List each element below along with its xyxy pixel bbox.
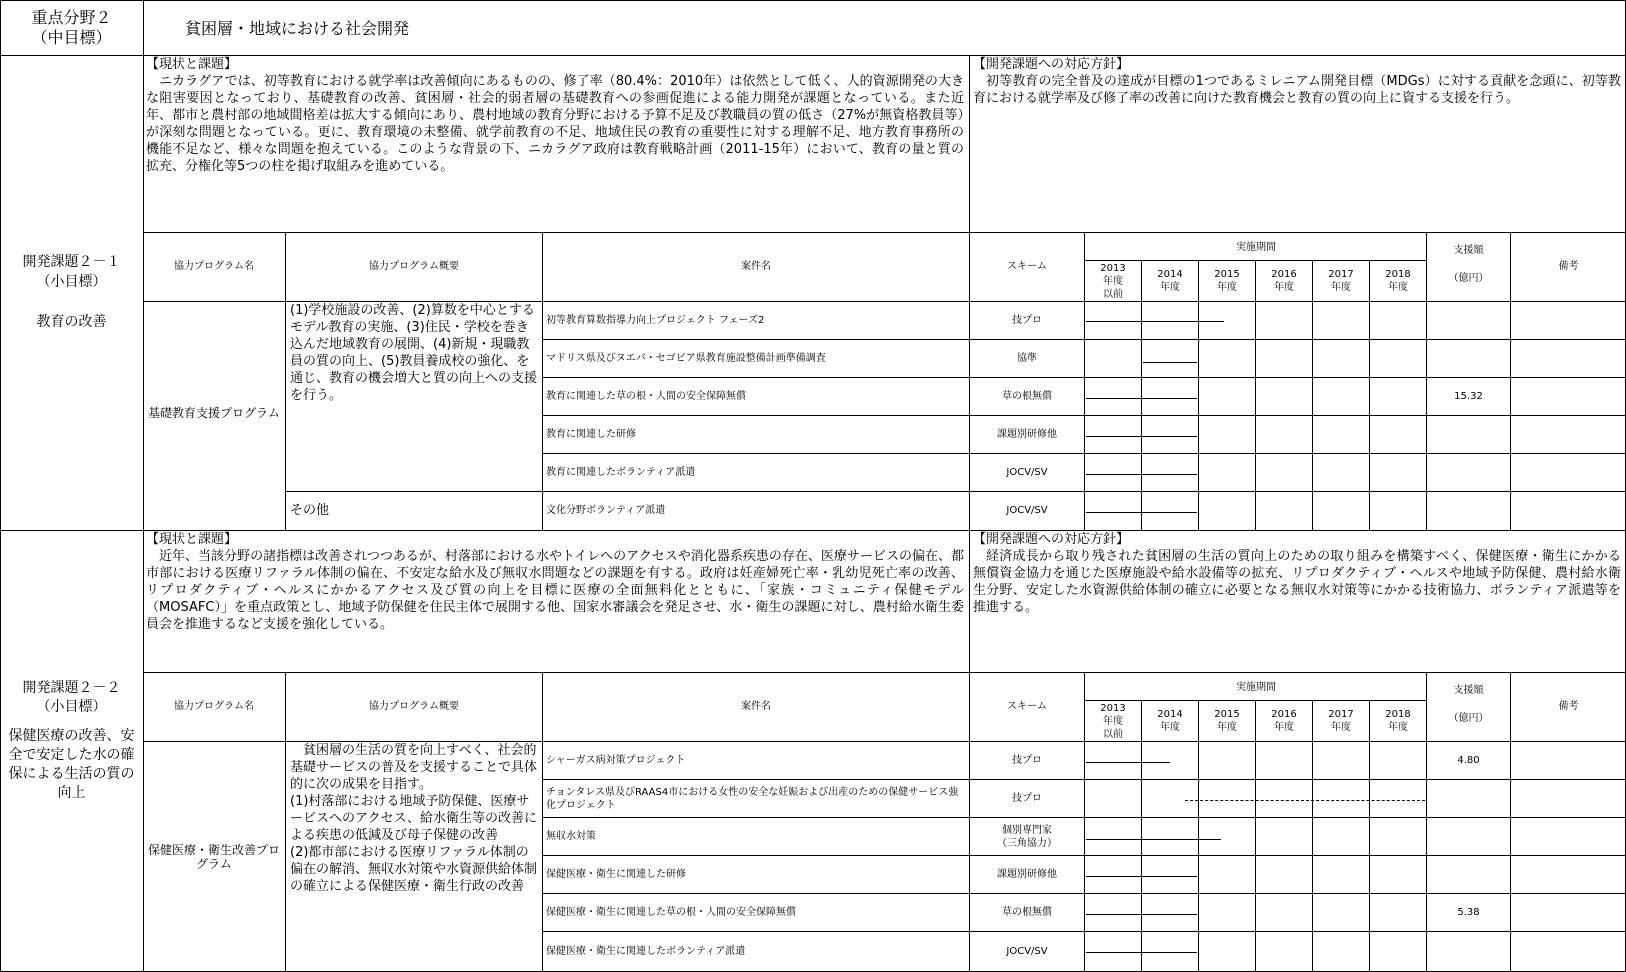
s2-project-scheme-5: 草の根無償 (1002, 907, 1052, 918)
border-line (542, 672, 543, 972)
s2-th-year-2018: 2018 年度 (1385, 709, 1411, 733)
border-line (143, 0, 144, 972)
section2-status (146, 531, 964, 633)
s1-project-scheme-3: 草の根無償 (1002, 391, 1052, 402)
section2-status-text: 近年、当該分野の諸指標は改善されつつあるが、村落部における水やトイレへのアクセスや消化器系疾患の存在、医療サービスの偏在、都市部における医療リファラル体制の偏在、不安定な給水及び無収水問題などの課題を有する。政府は妊産婦死亡率・乳幼児死亡率の改善、リプロダクティブ・ヘルスにかかるアクセス及び質の向上を目標に医療の全面無料化とともに、「家族・コミュニティ保健モデル（MOSAFC）」を重点政策とし、地域予防保健を住民主体で展開する他、国家水審議会を発足させ、水・衛生の課題に対し、農村給水衛生委員会を推進するなど支援を強化している。 (146, 549, 964, 632)
s1-th-year-2017: 2017 年度 (1328, 269, 1354, 293)
s1-th-year-2013: 2013 年度 以前 (1100, 262, 1126, 300)
field-label-cell (0, 0, 143, 55)
section1-label-line1: 開発課題２－１ (22, 254, 121, 270)
section2-label-line2: （小目標） (36, 699, 107, 715)
s1-program-summary: (1)学校施設の改善、(2)算数を中心とするモデル教育の実施、(3)住民・学校を巻き込んだ地域教育の展開、(4)新規・現職教員の質の向上、(5)教員養成校の強化、を通じ、教育の機会増大と質の向上への支援を行う。 (290, 303, 538, 403)
timeline-bar (1086, 436, 1197, 437)
s2-project-name-4: 保健医療・衛生に関連した研修 (546, 869, 686, 880)
timeline-bar (1086, 512, 1197, 513)
timeline-bar (1086, 876, 1197, 877)
s2-project-name-3: 無収水対策 (546, 831, 596, 842)
border-line (1510, 672, 1511, 972)
s1-project-amount-2 (1427, 340, 1510, 377)
section2-status-heading: 【現状と課題】 (146, 532, 238, 547)
section1-status-heading: 【現状と課題】 (146, 57, 238, 72)
s1-project-amount-3: 15.32 (1454, 391, 1483, 402)
s2-project-scheme-1: 技プロ (1012, 755, 1042, 766)
s2-th-year-2014: 2014 年度 (1157, 709, 1183, 733)
s2-program-summary (290, 742, 540, 895)
s1-project-name-3: 教育に関連した草の根・人間の安全保障無償 (546, 391, 746, 402)
section1-status-text: ニカラグアでは、初等教育における就学率は改善傾向にあるものの、修了率（80.4%：2010年）は依然として低く、人的資源開発の大きな阻害要因となっており、基礎教育の改善、貧困層・社会的弱者層の基礎教育への参画促進による能力開発が課題となっている。また近年、都市と農村部の地域間格差は拡大する傾向にあり、農村地域の教育分野における予算不足及び教職員の質の低さ（27%が無資格教員等）が深刻な問題となっている。更に、教育環境の未整備、就学前教育の不足、地域住民の教育の重要性に対する理解不足、地方教育事務所の機能不足など、様々な問題を抱えている。このような背景の下、ニカラグア政府は教育戦略計画（2011-15年）において、教育の量と質の拡充、分権化等5つの柱を掲げ取組みを進めている。 (146, 74, 964, 174)
s1-th-remarks: 備考 (1558, 261, 1579, 272)
s2-program-summary-item-2: (2)都市部における医療リファラル体制の偏在の解消、無収水対策や水資源供給体制の確立による保健医療・衛生行政の改善 (290, 845, 538, 894)
s1-th-year-2018: 2018 年度 (1385, 269, 1411, 293)
border-line (0, 0, 1626, 1)
s2-project-amount-5: 5.38 (1457, 907, 1480, 918)
border-line (143, 232, 1626, 233)
s1-th-year-2015: 2015 年度 (1214, 269, 1240, 293)
border-line (0, 0, 1, 972)
field-label-line2: （中目標） (31, 27, 112, 47)
border-line (542, 779, 1626, 780)
s2-project-name-2: チョンタレス県及びRAAS4市における女性の安全な妊娠および出産のための保健サービス強化プロジェクト (546, 786, 959, 811)
timeline-bar-planned (1185, 800, 1425, 801)
s2-program-summary-intro: 貧困層の生活の質を向上すべく、社会的基礎サービスの普及を支援することで具体的に次の成果を目指す。 (290, 743, 538, 792)
section2-policy-text: 経済成長から取り残された貧困層の生活の質向上のための取り組みを構築すべく、保健医療・衛生にかかる無償資金協力を通じた医療施設や給水設備等の拡充、リプロダクティブ・ヘルスや地域予防保健、農村給水衛生分野、安定した水資源供給体制の確立に必要となる無収水対策等にかかる技術協力、ボランティア派遣等を推進する。 (973, 549, 1621, 615)
s1-th-program-name: 協力プログラム名 (174, 261, 254, 272)
border-line (542, 893, 1626, 894)
timeline-bar (1086, 321, 1224, 322)
s1-project-scheme-2: 協準 (1017, 353, 1037, 364)
s1-project-scheme-4: 課題別研修他 (997, 429, 1057, 440)
border-line (0, 530, 1626, 531)
s1-project-name-1: 初等教育算数指導力向上プロジェクト フェーズ2 (546, 315, 765, 326)
s2-th-year-2013: 2013 年度 以前 (1100, 702, 1126, 740)
border-line (143, 672, 1626, 673)
s2-th-amount-unit: （億円） (1448, 713, 1489, 724)
s2-project-amount-2 (1427, 780, 1510, 817)
s2-project-scheme-6: JOCV/SV (1006, 945, 1048, 957)
section1-status (146, 56, 964, 175)
border-line (542, 232, 543, 530)
s2-program-summary-item-1: (1)村落部における地域予防保健、医療サービスへのアクセス、給水衛生等の改善による疾患の低減及び母子保健の改善 (290, 794, 538, 843)
border-line (542, 377, 1626, 378)
s2-th-program-name: 協力プログラム名 (174, 701, 254, 712)
s1-program-name: 基礎教育支援プログラム (148, 406, 280, 420)
s2-th-year-2015: 2015 年度 (1214, 709, 1240, 733)
s1-th-program-summary: 協力プログラム概要 (369, 261, 459, 272)
border-line (1510, 232, 1511, 530)
s1-project-name-2: マドリス県及びヌエバ・セゴビア県教育施設整備計画準備調査 (546, 353, 826, 364)
s2-th-project-name: 案件名 (741, 701, 771, 712)
s2-th-year-2017: 2017 年度 (1328, 709, 1354, 733)
border-line (542, 817, 1626, 818)
section1-label (0, 232, 143, 352)
border-line (285, 672, 286, 972)
s1-th-year-2016: 2016 年度 (1271, 269, 1297, 293)
section2-policy (973, 531, 1621, 616)
s1-th-amount-unit: （億円） (1448, 273, 1489, 284)
s2-project-scheme-2: 技プロ (1012, 793, 1042, 804)
s1-project-name-4: 教育に関連した研修 (546, 429, 636, 440)
s2-th-program-summary: 協力プログラム概要 (369, 701, 459, 712)
timeline-bar (1086, 952, 1197, 953)
border-line (542, 339, 1626, 340)
section1-policy-text: 初等教育の完全普及の達成が目標の1つであるミレニアム開発目標（MDGs）に対する貢献を念頭に、初等教育における就学率及び修了率の改善に向けた教育機会と教育の質の向上に資する支援を行う。 (973, 74, 1621, 106)
s1-project-name-6: 文化分野ボランティア派遣 (546, 505, 666, 516)
field-label-line1: 重点分野２ (31, 7, 112, 27)
s1-project-amount-6 (1427, 492, 1510, 529)
border-line (969, 530, 970, 972)
s1-th-amount: 支援額 (1453, 245, 1484, 256)
section1-label-line2: （小目標） (36, 274, 107, 290)
s1-th-scheme: スキーム (1007, 261, 1047, 272)
border-line (542, 931, 1626, 932)
s2-program-name: 保健医療・衛生改善プログラム (147, 843, 280, 871)
s1-th-period: 実施期間 (1236, 241, 1276, 253)
s2-th-remarks: 備考 (1558, 701, 1579, 712)
s1-th-year-2014: 2014 年度 (1157, 269, 1183, 293)
s2-project-amount-6 (1427, 932, 1510, 970)
section1-policy (973, 56, 1621, 107)
border-line (1426, 232, 1427, 530)
section1-policy-heading: 【開発課題への対応方針】 (973, 57, 1130, 72)
border-line (542, 855, 1626, 856)
border-line (1426, 672, 1427, 972)
section2-policy-heading: 【開発課題への対応方針】 (973, 532, 1130, 547)
s1-project-scheme-5: JOCV/SV (1006, 467, 1048, 478)
s2-th-year-2016: 2016 年度 (1271, 709, 1297, 733)
s2-project-amount-4 (1427, 856, 1510, 893)
s1-project-scheme-1: 技プロ (1012, 315, 1042, 326)
timeline-bar (1143, 362, 1197, 363)
section2-label-line3: 保健医療の改善、安全で安定した水の確保による生活の質の向上 (8, 728, 135, 801)
s1-other-label: その他 (290, 502, 330, 518)
s1-project-amount-1 (1427, 302, 1510, 339)
section1-label-line3: 教育の改善 (36, 314, 107, 330)
border-line (143, 301, 1626, 302)
border-line (1084, 232, 1085, 530)
border-line (143, 741, 1626, 742)
timeline-bar (1086, 914, 1197, 915)
s1-th-project-name: 案件名 (741, 261, 771, 272)
s2-project-amount-1: 4.80 (1457, 755, 1480, 766)
timeline-bar (1086, 398, 1197, 399)
s2-th-amount: 支援額 (1453, 685, 1484, 696)
border-line (1084, 672, 1085, 972)
field-title: 貧困層・地域における社会開発 (185, 19, 410, 38)
section2-label-line1: 開発課題２－２ (22, 680, 121, 696)
border-line (542, 415, 1626, 416)
border-line (969, 55, 970, 530)
s2-project-name-5: 保健医療・衛生に関連した草の根・人間の安全保障無償 (546, 907, 796, 918)
s2-project-name-6: 保健医療・衛生に関連したボランティア派遣 (546, 945, 746, 957)
s2-project-scheme-4: 課題別研修他 (997, 869, 1057, 880)
border-line (0, 55, 1626, 56)
border-line (285, 491, 1626, 492)
border-line (285, 232, 286, 530)
s1-project-amount-5 (1427, 454, 1510, 491)
s1-project-scheme-6: JOCV/SV (1006, 505, 1048, 516)
s2-th-scheme: スキーム (1007, 701, 1047, 712)
s1-project-name-5: 教育に関連したボランティア派遣 (546, 467, 696, 478)
s2-th-period: 実施期間 (1236, 681, 1276, 693)
s2-project-amount-3 (1427, 818, 1510, 855)
timeline-bar (1086, 839, 1221, 840)
timeline-bar (1086, 474, 1197, 475)
s2-project-name-1: シャーガス病対策プロジェクト (546, 755, 686, 766)
timeline-bar (1086, 762, 1170, 763)
s2-project-scheme-3: 個別専門家 （三角協力） (997, 824, 1057, 849)
s1-project-amount-4 (1427, 416, 1510, 453)
border-line (542, 453, 1626, 454)
section2-label (0, 676, 143, 806)
